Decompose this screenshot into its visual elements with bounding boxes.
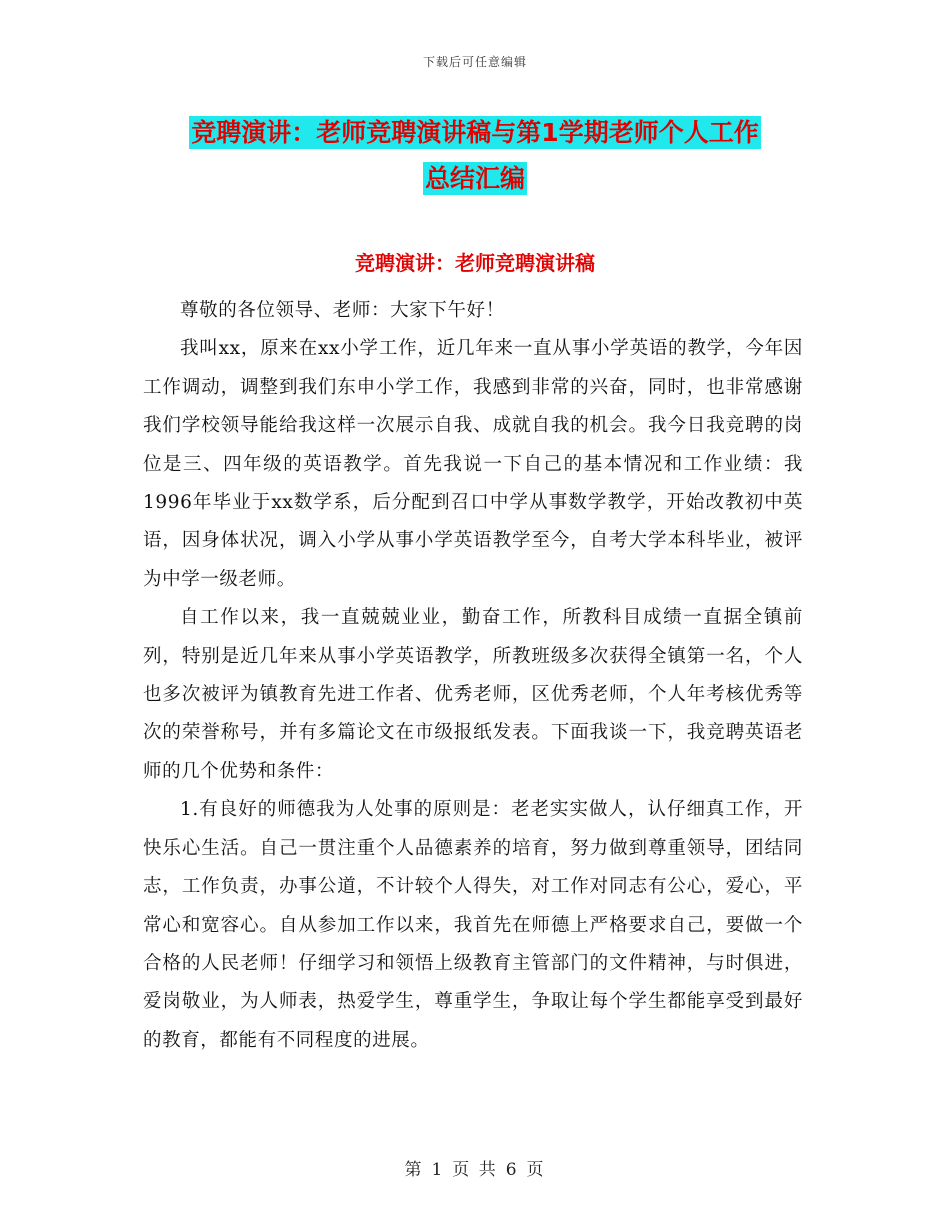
footer-current-page: 1	[431, 1160, 445, 1180]
footer-suffix: 页	[526, 1160, 546, 1180]
header-note: 下载后可任意编辑	[422, 55, 527, 69]
document-title-line-1: 竞聘演讲：老师竞聘演讲稿与第1学期老师个人工作	[191, 118, 759, 147]
document-title	[0, 110, 950, 202]
paragraph-introduction: 我叫xx，原来在xx小学工作，近几年来一直从事小学英语的教学，今年因工作调动，调整到我们东申小学工作，我感到非常的兴奋，同时，也非常感谢我们学校领导能给我这样一次展示自我、成就自我的机会。我今日我竞聘的岗位是三、四年级的英语教学。首先我说一下自己的基本情况和工作业绩：我1996年毕业于xx数学系，后分配到召口中学从事数学教学，开始改教初中英语，因身体状况，调入小学从事小学英语教学至今，自考大学本科毕业，被评为中学一级老师。	[143, 338, 803, 590]
footer-total-pages: 6	[505, 1160, 519, 1180]
body-text	[143, 292, 803, 1060]
paragraph-ethics: 1.有良好的师德我为人处事的原则是：老老实实做人，认仔细真工作，开快乐心生活。自己一贯注重个人品德素养的培育，努力做到尊重领导，团结同志，工作负责，办事公道，不计较个人得失，对工作对同志有公心，爱心，平常心和宽容心。自从参加工作以来，我首先在师德上严格要求自己，要做一个合格的人民老师！仔细学习和领悟上级教育主管部门的文件精神，与时俱进，爱岗敬业，为人师表，热爱学生，尊重学生，争取让每个学生都能享受到最好的教育，都能有不同程度的进展。	[143, 799, 803, 1051]
paragraph-greeting: 尊敬的各位领导、老师：大家下午好！	[180, 300, 505, 321]
paragraph-achievements: 自工作以来，我一直兢兢业业，勤奋工作，所教科目成绩一直据全镇前列，特别是近几年来从事小学英语教学，所教班级多次获得全镇第一名，个人也多次被评为镇教育先进工作者、优秀老师，区优秀老师，个人年考核优秀等次的荣誉称号，并有多篇论文在市级报纸发表。下面我谈一下，我竞聘英语老师的几个优势和条件：	[143, 607, 803, 782]
section-title: 竞聘演讲：老师竞聘演讲稿	[355, 251, 595, 275]
document-title-line-2: 总结汇编	[424, 164, 525, 193]
page-footer	[0, 1155, 950, 1180]
footer-prefix: 第	[404, 1160, 424, 1180]
footer-middle: 页 共	[452, 1160, 498, 1180]
